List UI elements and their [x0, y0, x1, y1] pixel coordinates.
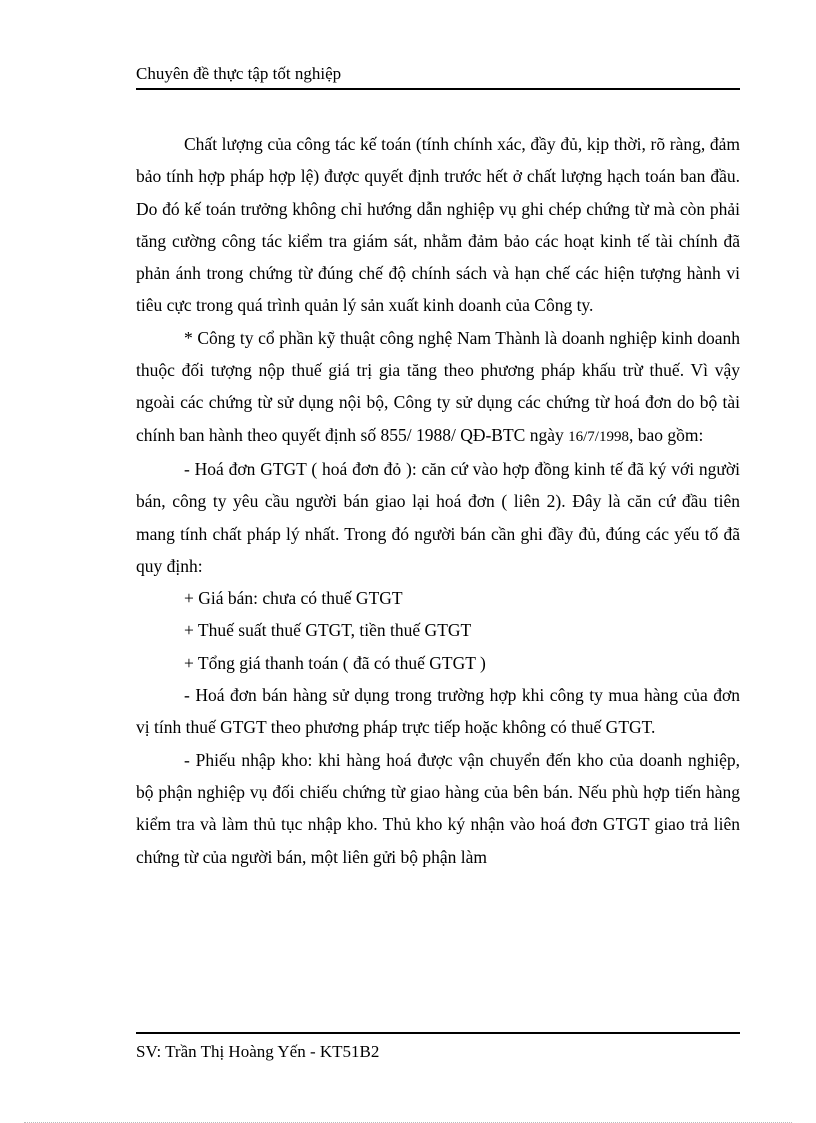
paragraph-warehouse-receipt: - Phiếu nhập kho: khi hàng hoá được vận chuyển đến kho của doanh nghiệp, bộ phận nghiệp vụ đối chiếu chứng từ giao hàng của bên bán. Nếu phù hợp tiến hàng kiểm tra và làm thủ tục nhập kho. Thủ kho ký nhận vào hoá đơn GTGT giao trả liên chứng từ của người bán, một liên gửi bộ phận làm [136, 749, 740, 867]
page-footer [136, 1032, 740, 1064]
paragraph-accounting-quality: Chất lượng của công tác kế toán (tính chính xác, đầy đủ, kịp thời, rõ ràng, đảm bảo tính hợp pháp hợp lệ) được quyết định trước hết ở chất lượng hạch toán ban đầu. Do đó kế toán trưởng không chỉ hướng dẫn nghiệp vụ ghi chép chứng từ mà còn phải tăng cường công tác kiểm tra giám sát, nhằm đảm bảo các hoạt kinh tế tài chính đã phản ánh trong chứng từ đúng chế độ chính sách và hạn chế các hiện tượng hành vi tiêu cực trong quá trình quản lý sản xuất kinh doanh của Công ty. [136, 134, 740, 316]
paragraph-sales-invoice: - Hoá đơn bán hàng sử dụng trong trường hợp khi công ty mua hàng của đơn vị tính thuế GTGT theo phương pháp trực tiếp hoặc không có thuế GTGT. [136, 685, 740, 738]
paragraph-company-tax-tail: , bao gồm: [628, 424, 704, 445]
paragraph-vat-invoice: - Hoá đơn GTGT ( hoá đơn đỏ ): căn cứ vào hợp đồng kinh tế đã ký với người bán, công ty yêu cầu người bán giao lại hoá đơn ( liên 2). Đây là căn cứ đầu tiên mang tính chất pháp lý nhất. Trong đó người bán cần ghi đầy đủ, đúng các yếu tố đã quy định: [136, 458, 740, 576]
footer-student-name: SV: Trần Thị Hoàng Yến - KT51B2 [136, 1042, 380, 1061]
decision-date: 16/7/1998 [568, 428, 629, 445]
document-body [136, 128, 740, 873]
list-item-total: + Tổng giá thanh toán ( đã có thuế GTGT ) [184, 652, 486, 673]
page-header [136, 62, 740, 90]
list-item-price: + Giá bán: chưa có thuế GTGT [184, 588, 403, 609]
paragraph-company-tax-text: * Công ty cổ phần kỹ thuật công nghệ Nam Thành là doanh nghiệp kinh doanh thuộc đối tượng nộp thuế giá trị gia tăng theo phương pháp khấu trừ thuế. Vì vậy ngoài các chứng từ sử dụng nội bộ, Công ty sử dụng các chứng từ hoá đơn do bộ tài chính ban hành theo quyết định số 855/ 1988/ QĐ-BTC ngày [136, 327, 740, 445]
header-title: Chuyên đề thực tập tốt nghiệp [136, 64, 342, 83]
paragraph-company-tax [136, 322, 740, 453]
list-item-tax-rate: + Thuế suất thuế GTGT, tiền thuế GTGT [184, 620, 472, 641]
